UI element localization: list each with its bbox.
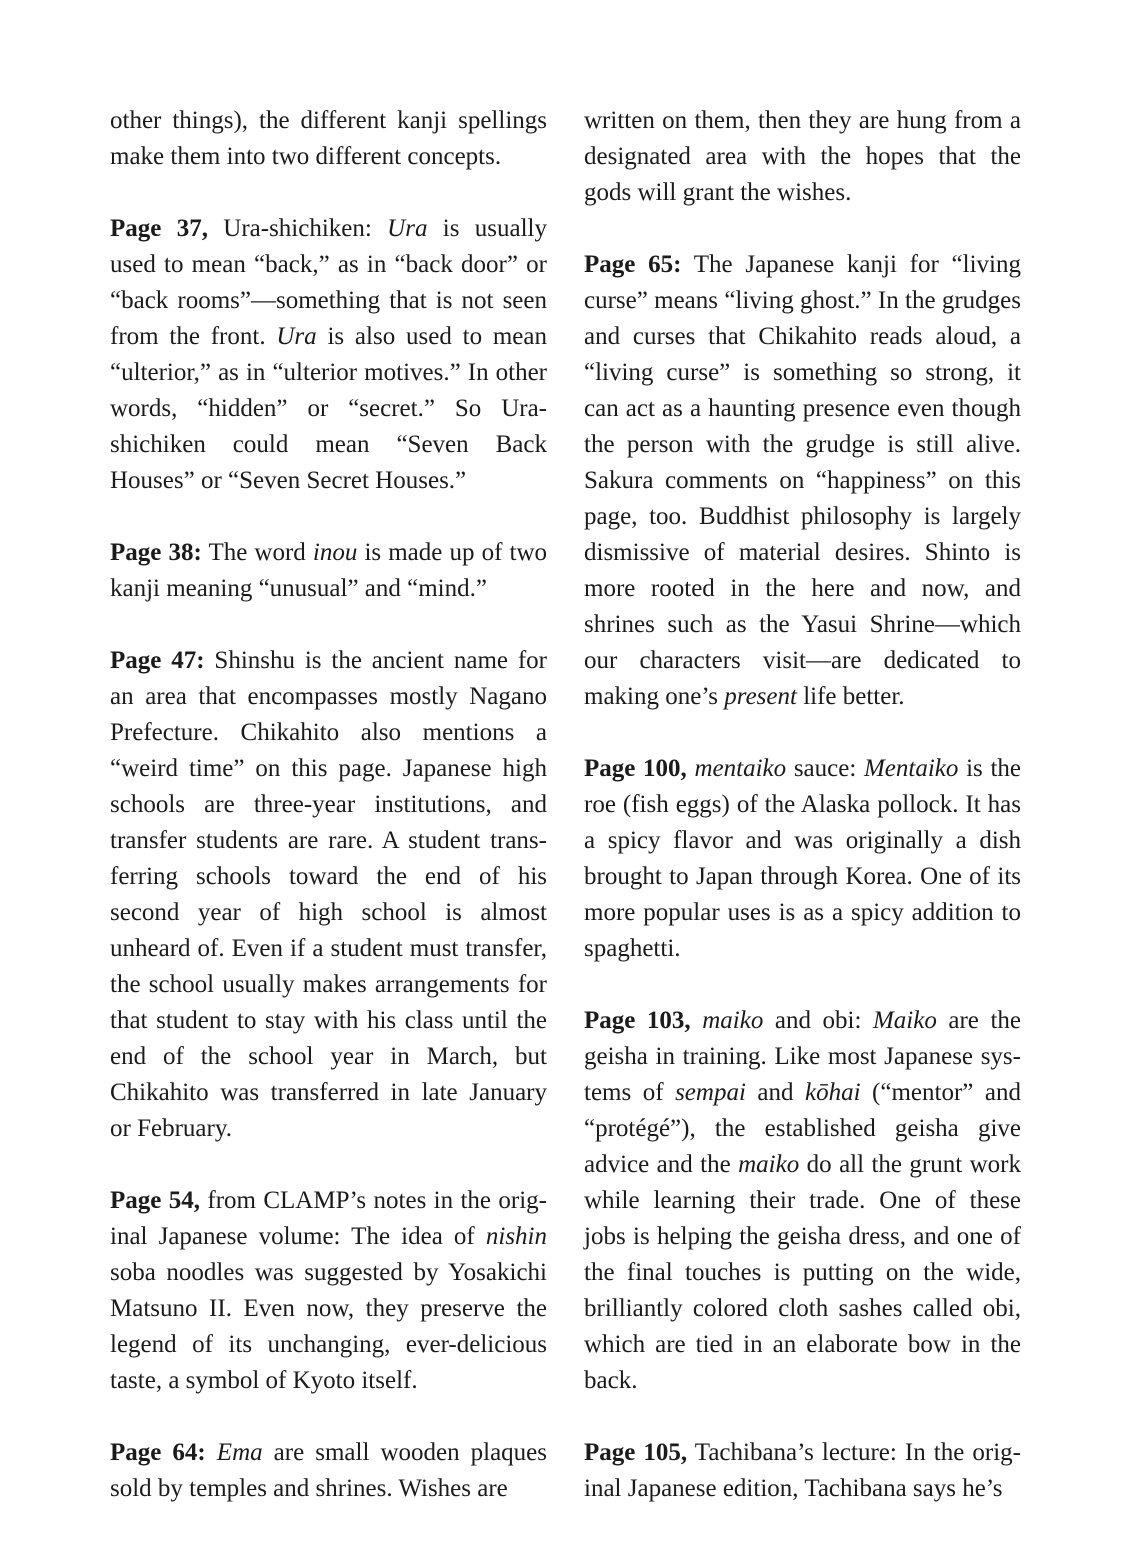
note-text: Shinshu is the ancient name for an area that encompasses mostly Nagano Prefecture. Chikahito also mentions a “weird time” on this page. Japanese high schools are three-year institutions, and transfer students are rare. A student transferring schools toward the end of his second year of high school is almost unheard of. Even if a student must transfer, the school usually makes arrangements for that student to stay with his class until the end of the school year in March, but Chikahito was transferred in late January or February. (110, 647, 547, 1142)
note-text: from CLAMP’s notes in the original Japanese volume: The idea of (110, 1187, 547, 1250)
paragraph-text: written on them, then they are hung from a designated area with the hopes that the gods will grant the wishes. (584, 107, 1021, 206)
continued-paragraph-right (584, 103, 1021, 211)
note-heading: Page 47: (110, 647, 205, 674)
italic-term: present (724, 683, 797, 710)
note-text: and obi: (763, 1007, 873, 1034)
note-text: The Japanese kanji for “living curse” means “living ghost.” In the grudges and curses that Chikahito reads aloud, a “living curse” is something so strong, it can act as a haunting presence even though the person with the grudge is still alive. Sakura comments on “happiness” on this page, too. Buddhist philosophy is largely dismissive of material desires. Shinto is more rooted in the here and now, and shrines such as the Yasui Shrine—which our characters visit—are dedicated to making one’s (584, 251, 1021, 710)
italic-term: Ura (276, 323, 317, 350)
note-page-105 (584, 1435, 1021, 1507)
note-text: sauce: (786, 755, 864, 782)
note-heading: Page 54, (110, 1187, 200, 1214)
note-page-65 (584, 247, 1021, 715)
note-page-47 (110, 643, 547, 1147)
italic-term: maiko (702, 1007, 764, 1034)
note-text: The word (201, 539, 313, 566)
note-text: is also used to mean “ulterior,” as in “ulterior motives.” In other words, “hidden” or “secret.” So Ura-shichiken could mean “Seven Back Houses” or “Seven Secret Houses.” (110, 323, 548, 494)
note-heading: Page 38: (110, 539, 202, 566)
note-heading: Page 100, (584, 755, 687, 782)
note-heading: Page 37, (110, 215, 208, 242)
note-text: Ura-shichiken: (207, 215, 388, 242)
note-heading: Page 103, (584, 1007, 691, 1034)
note-text: Tachibana’s lecture: In the original Japanese edition, Tachibana says he’s (584, 1439, 1021, 1502)
left-column (110, 103, 547, 1543)
note-text (691, 1007, 703, 1034)
italic-term: Ura (387, 215, 428, 242)
italic-term: Maiko (872, 1007, 937, 1034)
italic-term: inou (312, 539, 358, 566)
note-text: is usually used to mean “back,” as in “back door” or “back rooms”—something that is not seen from the front. (110, 215, 548, 350)
note-text: are small wooden plaques sold by temples and shrines. Wishes are (110, 1439, 547, 1502)
note-page-100 (584, 751, 1021, 967)
italic-term: kōhai (805, 1079, 861, 1106)
paragraph-text: other things), the different kanji spellings make them into two different concepts. (110, 107, 547, 170)
note-text (687, 755, 695, 782)
note-text: is the roe (fish eggs) of the Alaska pollock. It has a spicy flavor and was originally a dish brought to Japan through Korea. One of its more popular uses is as a spicy addition to spaghetti. (584, 755, 1021, 962)
note-page-54 (110, 1183, 547, 1399)
italic-term: Mentaiko (863, 755, 959, 782)
note-page-103 (584, 1003, 1021, 1399)
italic-term: Ema (216, 1439, 263, 1466)
continued-paragraph-left (110, 103, 547, 175)
italic-term: nishin (485, 1223, 547, 1250)
note-text: (“mentor” and “protégé”), the established geisha give advice and the (584, 1079, 1021, 1178)
italic-term: sempai (675, 1079, 746, 1106)
note-page-38 (110, 535, 547, 607)
note-text: life better. (796, 683, 905, 710)
note-text: soba noodles was suggested by Yosakichi Matsuno II. Even now, they preserve the legend of its unchanging, ever-delicious taste, a symbol of Kyoto itself. (110, 1259, 547, 1394)
note-text: and (745, 1079, 805, 1106)
note-text (206, 1439, 217, 1466)
italic-term: maiko (738, 1151, 800, 1178)
note-page-37 (110, 211, 547, 499)
note-text: is made up of two kanji meaning “unusual” and “mind.” (110, 539, 548, 602)
note-page-64 (110, 1435, 547, 1507)
note-text: do all the grunt work while learning their trade. One of these jobs is helping the geisha dress, and one of the final touches is putting on the wide, brilliantly colored cloth sashes called obi, which are tied in an elaborate bow in the back. (584, 1151, 1021, 1394)
note-text: are the geisha in training. Like most Japanese systems of (584, 1007, 1021, 1106)
note-heading: Page 105, (584, 1439, 688, 1466)
note-heading: Page 65: (584, 251, 682, 278)
right-column (584, 103, 1021, 1543)
italic-term: mentaiko (694, 755, 787, 782)
note-heading: Page 64: (110, 1439, 206, 1466)
